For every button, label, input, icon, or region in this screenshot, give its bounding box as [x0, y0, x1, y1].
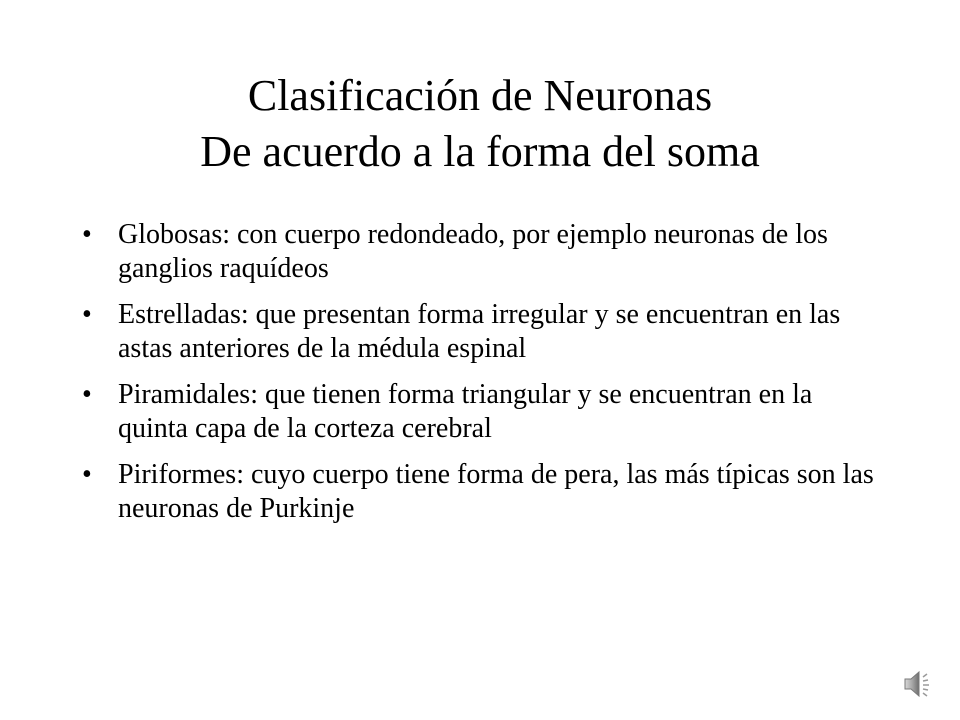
- bullet-text: Piramidales: que tienen forma triangular y se encuentran en la quinta capa de la corteza cerebral: [118, 379, 813, 444]
- bullet-item-piramidales: [82, 378, 882, 446]
- speaker-icon[interactable]: [902, 668, 936, 700]
- title-line-2: De acuerdo a la forma del soma: [200, 127, 760, 176]
- bullet-list: [82, 218, 882, 538]
- bullet-marker: •: [82, 219, 92, 250]
- bullet-marker: •: [82, 299, 92, 330]
- title-line-1: Clasificación de Neuronas: [247, 71, 713, 120]
- bullet-item-estrelladas: [82, 298, 882, 366]
- bullet-text: Globosas: con cuerpo redondeado, por ejemplo neuronas de los ganglios raquídeos: [118, 219, 828, 284]
- bullet-marker: •: [82, 379, 92, 410]
- slide-title: [60, 68, 900, 180]
- bullet-item-piriformes: [82, 458, 882, 526]
- bullet-item-globosas: [82, 218, 882, 286]
- bullet-text: Estrelladas: que presentan forma irregular y se encuentran en las astas anteriores de la médula espinal: [118, 299, 841, 364]
- bullet-marker: •: [82, 459, 92, 490]
- speaker-icon-graphic: [902, 668, 936, 700]
- bullet-text: Piriformes: cuyo cuerpo tiene forma de pera, las más típicas son las neuronas de Purkinje: [118, 459, 874, 524]
